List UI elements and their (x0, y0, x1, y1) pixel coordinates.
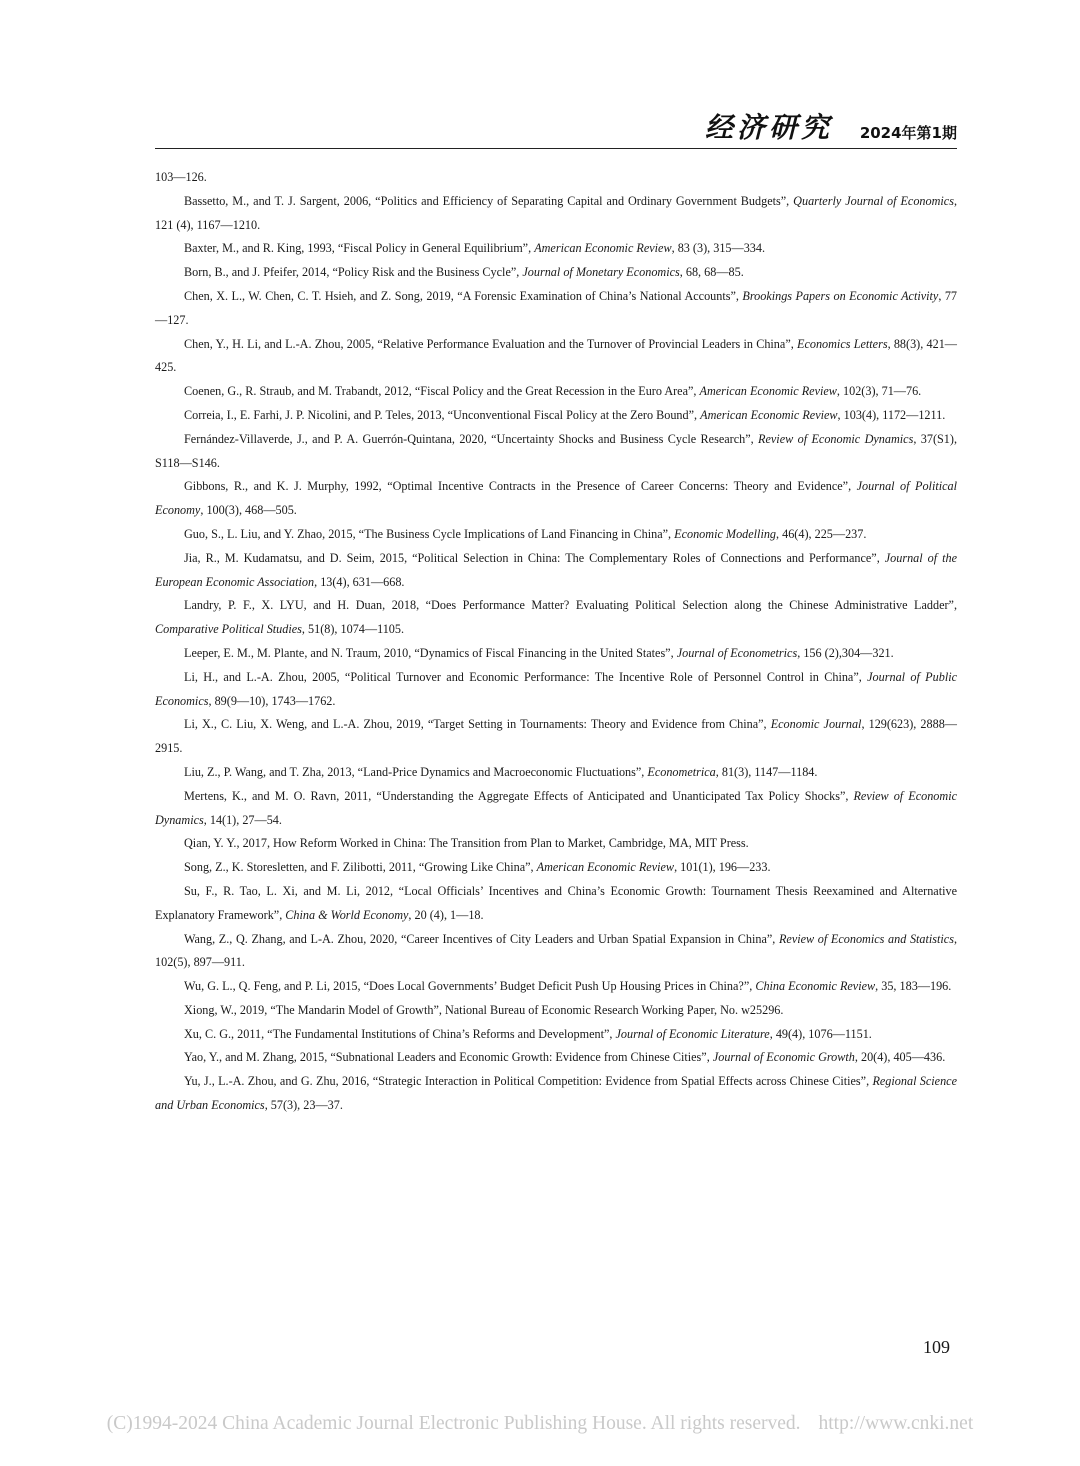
reference-list (155, 166, 957, 1118)
reference-journal: Journal of the European Economic Association (155, 550, 957, 589)
reference-details: , 102(5), 897—911. (155, 931, 957, 970)
reference-entry (155, 333, 957, 381)
reference-journal: Review of Economic Dynamics (758, 431, 914, 446)
reference-details: , 35, 183—196. (875, 979, 952, 994)
reference-journal: Journal of Public Economics (155, 669, 957, 708)
reference-journal: American Economic Review (700, 407, 838, 422)
reference-details: , 129(623), 2888—2915. (155, 717, 957, 756)
reference-entry (155, 975, 957, 999)
reference-entry (155, 785, 957, 833)
reference-entry (155, 261, 957, 285)
reference-journal: American Economic Review (536, 860, 675, 875)
reference-text: Landry, P. F., X. LYU, and H. Duan, 2018, “Does Performance Matter? Evaluating Political Selection along the Chinese Administrative Ladder”, (184, 598, 957, 613)
reference-entry (155, 761, 957, 785)
reference-journal: Review of Economic Dynamics (155, 788, 957, 827)
reference-journal: Econometrica (647, 764, 716, 779)
reference-text: Song, Z., K. Storesletten, and F. Zilibotti, 2011, “Growing Like China”, (184, 860, 537, 875)
reference-details: , 100(3), 468—505. (200, 503, 297, 518)
reference-entry (155, 237, 957, 261)
reference-journal: Review of Economics and Statistics (778, 931, 954, 946)
reference-text: Fernández-Villaverde, J., and P. A. Guerrón-Quintana, 2020, “Uncertainty Shocks and Business Cycle Research”, (184, 431, 759, 446)
reference-journal: Economic Modelling (674, 526, 777, 541)
reference-text: Gibbons, R., and K. J. Murphy, 1992, “Optimal Incentive Contracts in the Presence of Career Concerns: Theory and Evidence”, (184, 479, 857, 494)
reference-text: Li, H., and L.-A. Zhou, 2005, “Political Turnover and Economic Performance: The Incentive Role of Personnel Control in China”, (184, 669, 868, 684)
reference-details: , 102(3), 71—76. (836, 384, 922, 399)
reference-text: Coenen, G., R. Straub, and M. Trabandt, 2012, “Fiscal Policy and the Great Recession in the Euro Area”, (184, 384, 700, 399)
reference-text: Liu, Z., P. Wang, and T. Zha, 2013, “Land-Price Dynamics and Macroeconomic Fluctuations”, (184, 764, 648, 779)
footer (0, 1413, 1080, 1435)
reference-journal: Journal of Economic Literature (615, 1026, 770, 1041)
reference-details: , 77—127. (155, 288, 958, 327)
reference-journal: Economics Letters (797, 336, 888, 351)
reference-details: , 20 (4), 1—18. (408, 907, 484, 922)
reference-text: Chen, X. L., W. Chen, C. T. Hsieh, and Z. Song, 2019, “A Forensic Examination of China’s National Accounts”, (184, 288, 743, 303)
reference-entry (155, 713, 957, 761)
reference-details: , 68, 68—85. (679, 265, 744, 280)
reference-details: , 121 (4), 1167—1210. (155, 193, 958, 232)
reference-text: Li, X., C. Liu, X. Weng, and L.-A. Zhou, 2019, “Target Setting in Tournaments: Theory and Evidence from China”, (184, 717, 771, 732)
reference-entry (155, 380, 957, 404)
issue-label: 2024年第1期 (859, 124, 957, 142)
reference-text: Yao, Y., and M. Zhang, 2015, “Subnational Leaders and Economic Growth: Evidence from Chinese Cities”, (184, 1050, 713, 1065)
reference-entry (155, 928, 957, 976)
reference-entry (155, 190, 957, 238)
reference-text: Wu, G. L., Q. Feng, and P. Li, 2015, “Does Local Governments’ Budget Deficit Push Up Housing Prices in China?”, (184, 979, 756, 994)
reference-journal: China Economic Review (755, 979, 876, 994)
reference-details: , 81(3), 1147—1184. (715, 764, 818, 779)
reference-journal: Journal of Econometrics (676, 645, 798, 660)
reference-text: Correia, I., E. Farhi, J. P. Nicolini, and P. Teles, 2013, “Unconventional Fiscal Policy at the Zero Bound”, (184, 407, 701, 422)
reference-details: , 57(3), 23—37. (264, 1098, 343, 1113)
journal-logo: 经济研究 (704, 111, 833, 144)
reference-text: Chen, Y., H. Li, and L.-A. Zhou, 2005, “Relative Performance Evaluation and the Turnover of Provincial Leaders in China”, (184, 336, 797, 351)
reference-entry (155, 1023, 957, 1047)
reference-details: , 83 (3), 315—334. (671, 241, 766, 256)
reference-details: , 101(1), 196—233. (674, 860, 771, 875)
reference-entry (155, 428, 957, 476)
reference-entry (155, 666, 957, 714)
reference-text: Jia, R., M. Kudamatsu, and D. Seim, 2015, “Political Selection in China: The Complementary Roles of Connections and Performance”, (184, 550, 885, 565)
reference-journal: Journal of Political Economy (155, 479, 957, 518)
reference-text: Leeper, E. M., M. Plante, and N. Traum, 2010, “Dynamics of Fiscal Financing in the United States”, (184, 645, 677, 660)
reference-text: Wang, Z., Q. Zhang, and L-A. Zhou, 2020, “Career Incentives of City Leaders and Urban Spatial Expansion in China”, (184, 931, 779, 946)
reference-details: , 14(1), 27—54. (203, 812, 282, 827)
reference-entry (155, 999, 957, 1023)
reference-journal: Journal of Economic Growth (712, 1050, 855, 1065)
reference-entry (155, 523, 957, 547)
reference-entry (155, 285, 957, 333)
reference-journal: Brookings Papers on Economic Activity (742, 288, 939, 303)
reference-entry (155, 1070, 957, 1118)
reference-details: , 88(3), 421—425. (155, 336, 957, 375)
reference-journal: Quarterly Journal of Economics (793, 193, 954, 208)
reference-journal: American Economic Review (699, 384, 837, 399)
footer-url: http://www.cnki.net (818, 1413, 974, 1434)
page-number: 109 (923, 1337, 950, 1357)
reference-journal: Regional Science and Urban Economics (155, 1074, 957, 1113)
reference-entry (155, 642, 957, 666)
reference-text: 103—126. (155, 170, 207, 184)
reference-entry (155, 856, 957, 880)
reference-text: Su, F., R. Tao, L. Xi, and M. Li, 2012, “Local Officials’ Incentives and China’s Economic Growth: Tournament Thesis Reexamined and Alternative Explanatory Framework”, (155, 883, 957, 922)
reference-text: Xu, C. G., 2011, “The Fundamental Institutions of China’s Reforms and Development”, (184, 1026, 616, 1041)
reference-journal: Economic Journal (770, 717, 862, 732)
reference-entry (155, 475, 957, 523)
reference-text: Xiong, W., 2019, “The Mandarin Model of Growth”, National Bureau of Economic Research Working Paper, No. w25296. (184, 1002, 784, 1017)
reference-journal: American Economic Review (534, 241, 672, 256)
reference-details: , 37(S1), S118—S146. (155, 431, 957, 470)
reference-details: , 49(4), 1076—1151. (769, 1026, 872, 1041)
reference-journal: China & World Economy (285, 907, 409, 922)
reference-entry (155, 832, 957, 856)
reference-details: , 46(4), 225—237. (776, 526, 867, 541)
reference-entry (155, 547, 957, 595)
reference-entry (155, 1046, 957, 1070)
reference-details: , 13(4), 631—668. (314, 574, 405, 589)
copyright-notice: (C)1994-2024 China Academic Journal Electronic Publishing House. All rights reserved. (106, 1413, 801, 1434)
reference-text: Bassetto, M., and T. J. Sargent, 2006, “Politics and Efficiency of Separating Capital and Ordinary Government Budgets”, (184, 193, 794, 208)
reference-journal: Journal of Monetary Economics (522, 265, 680, 280)
reference-entry (155, 166, 957, 190)
running-header (155, 112, 957, 149)
reference-entry (155, 880, 957, 928)
reference-details: , 156 (2),304—321. (797, 645, 894, 660)
reference-journal: Comparative Political Studies (155, 622, 302, 637)
reference-entry (155, 404, 957, 428)
reference-entry (155, 594, 957, 642)
reference-details: , 89(9—10), 1743—1762. (208, 693, 336, 708)
reference-text: Born, B., and J. Pfeifer, 2014, “Policy Risk and the Business Cycle”, (184, 265, 523, 280)
reference-details: , 103(4), 1172—1211. (837, 407, 946, 422)
reference-text: Yu, J., L.-A. Zhou, and G. Zhu, 2016, “Strategic Interaction in Political Competition: Evidence from Spatial Effects across Chinese Cities”, (184, 1074, 873, 1089)
reference-text: Baxter, M., and R. King, 1993, “Fiscal Policy in General Equilibrium”, (184, 241, 535, 256)
reference-details: , 20(4), 405—436. (854, 1050, 946, 1065)
reference-details: , 51(8), 1074—1105. (301, 622, 405, 637)
reference-text: Qian, Y. Y., 2017, How Reform Worked in China: The Transition from Plan to Market, Cambridge, MA, MIT Press. (184, 836, 749, 851)
reference-text: Guo, S., L. Liu, and Y. Zhao, 2015, “The Business Cycle Implications of Land Financing in China”, (184, 526, 675, 541)
reference-text: Mertens, K., and M. O. Ravn, 2011, “Understanding the Aggregate Effects of Anticipated and Unanticipated Tax Policy Shocks”, (184, 788, 854, 803)
